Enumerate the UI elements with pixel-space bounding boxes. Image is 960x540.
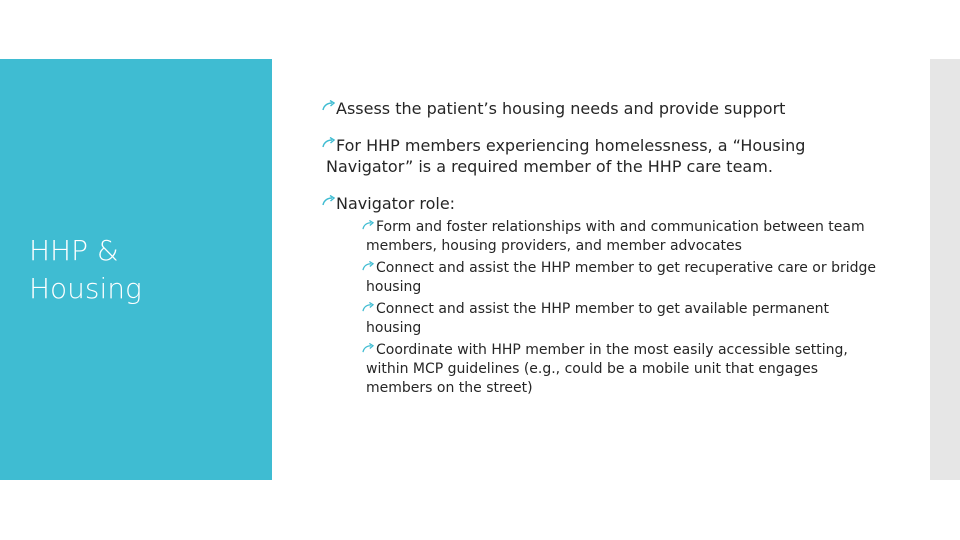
slide-title — [29, 232, 259, 308]
title-line-1: HHP & — [29, 234, 119, 267]
curved-arrow-icon — [322, 195, 336, 206]
sub-bullet-item — [318, 259, 878, 297]
curved-arrow-icon — [362, 220, 376, 230]
sub-bullet-text: Connect and assist the HHP member to get available permanent housing — [366, 301, 830, 336]
sub-bullet-item — [318, 341, 878, 398]
bullet-list — [318, 98, 878, 401]
right-decorative-strip — [930, 59, 960, 480]
bullet-item — [318, 98, 878, 119]
sub-bullet-list — [318, 218, 878, 398]
curved-arrow-icon — [362, 302, 376, 312]
curved-arrow-icon — [322, 137, 336, 148]
bullet-text: Navigator role: — [336, 194, 456, 213]
bullet-item — [318, 135, 878, 177]
bullet-item — [318, 193, 878, 214]
sub-bullet-item — [318, 300, 878, 338]
sub-bullet-text: Form and foster relationships with and communication between team members, housing providers, and member advocates — [366, 219, 865, 254]
sub-bullet-text: Coordinate with HHP member in the most easily accessible setting, within MCP guidelines (e.g., could be a mobile unit that engages members on the street) — [366, 342, 848, 396]
sub-bullet-text: Connect and assist the HHP member to get recuperative care or bridge housing — [366, 260, 877, 295]
title-line-2: Housing — [29, 272, 142, 305]
bullet-text: For HHP members experiencing homelessness, a “Housing Navigator” is a required member of the HHP care team. — [326, 136, 806, 176]
curved-arrow-icon — [322, 100, 336, 111]
sub-bullet-item — [318, 218, 878, 256]
bullet-text: Assess the patient’s housing needs and provide support — [336, 99, 786, 118]
curved-arrow-icon — [362, 343, 376, 353]
curved-arrow-icon — [362, 261, 376, 271]
